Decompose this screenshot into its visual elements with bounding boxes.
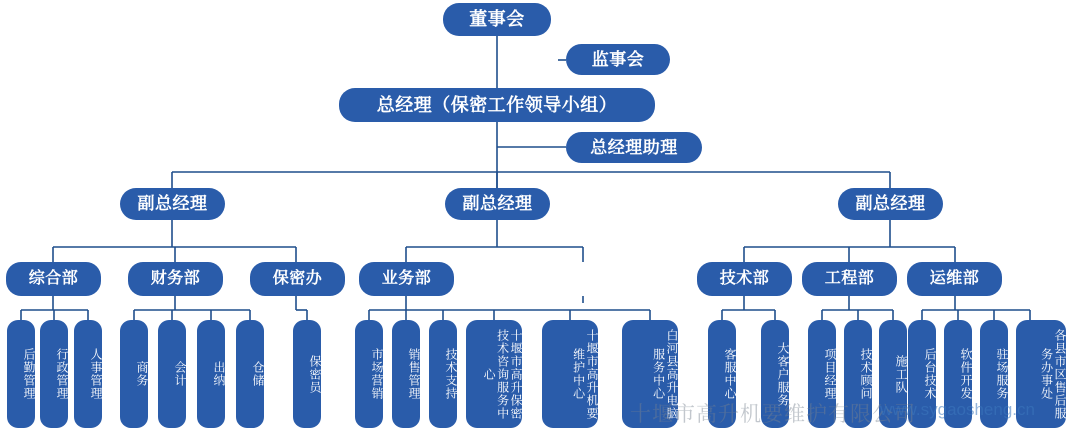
node-dept-general-affairs[interactable]: 综合部 [6, 262, 101, 296]
leaf-logistics-management[interactable]: 后勤管理 [7, 320, 35, 428]
leaf-construction-team[interactable]: 施工队 [879, 320, 907, 428]
node-dept-operations[interactable]: 运维部 [907, 262, 1002, 296]
leaf-backend-technology[interactable]: 后台技术 [908, 320, 936, 428]
leaf-sales-management[interactable]: 销售管理 [392, 320, 420, 428]
leaf-key-account-service[interactable]: 大客户服务 [761, 320, 789, 428]
node-supervisory-board[interactable]: 监事会 [566, 44, 670, 75]
leaf-baihe-computer-service-center[interactable]: 白河县高升电脑服务中心 [622, 320, 678, 428]
node-dept-secrecy[interactable]: 保密办 [250, 262, 345, 296]
leaf-accounting[interactable]: 会计 [158, 320, 186, 428]
leaf-county-after-sales-offices[interactable]: 各县市区售后服务办事处 [1016, 320, 1066, 428]
leaf-customer-service-center[interactable]: 客服中心 [708, 320, 736, 428]
leaf-market-marketing[interactable]: 市场营销 [355, 320, 383, 428]
node-deputy-gm-1[interactable]: 副总经理 [120, 188, 225, 220]
watermark-company-name: 十堰市高升机要维护有限公司 [630, 403, 916, 426]
leaf-onsite-service[interactable]: 驻场服务 [980, 320, 1008, 428]
leaf-warehouse[interactable]: 仓储 [236, 320, 264, 428]
leaf-administration-management[interactable]: 行政管理 [40, 320, 68, 428]
leaf-shiyan-secrecy-consulting-center[interactable]: 十堰市高升保密技术咨询服务中心 [466, 320, 522, 428]
leaf-hr-management[interactable]: 人事管理 [74, 320, 102, 428]
node-dept-business[interactable]: 业务部 [359, 262, 454, 296]
leaf-project-manager[interactable]: 项目经理 [808, 320, 836, 428]
leaf-shiyan-crypto-maintenance-center[interactable]: 十堰市高升机要维护中心 [542, 320, 598, 428]
leaf-commerce[interactable]: 商务 [120, 320, 148, 428]
leaf-technical-support[interactable]: 技术支持 [429, 320, 457, 428]
node-dept-technology[interactable]: 技术部 [697, 262, 792, 296]
leaf-secrecy-officer[interactable]: 保密员 [293, 320, 321, 428]
node-dept-engineering[interactable]: 工程部 [802, 262, 897, 296]
leaf-software-development[interactable]: 软件开发 [944, 320, 972, 428]
node-deputy-gm-3[interactable]: 副总经理 [838, 188, 943, 220]
node-general-manager[interactable]: 总经理（保密工作领导小组） [339, 88, 655, 122]
node-dept-finance[interactable]: 财务部 [128, 262, 223, 296]
node-deputy-gm-2[interactable]: 副总经理 [445, 188, 550, 220]
watermark-website: www.sygaosheng.cn [880, 400, 1035, 419]
node-gm-assistant[interactable]: 总经理助理 [566, 132, 702, 163]
leaf-cashier[interactable]: 出纳 [197, 320, 225, 428]
leaf-technical-consultant[interactable]: 技术顾问 [844, 320, 872, 428]
node-board[interactable]: 董事会 [443, 3, 551, 36]
